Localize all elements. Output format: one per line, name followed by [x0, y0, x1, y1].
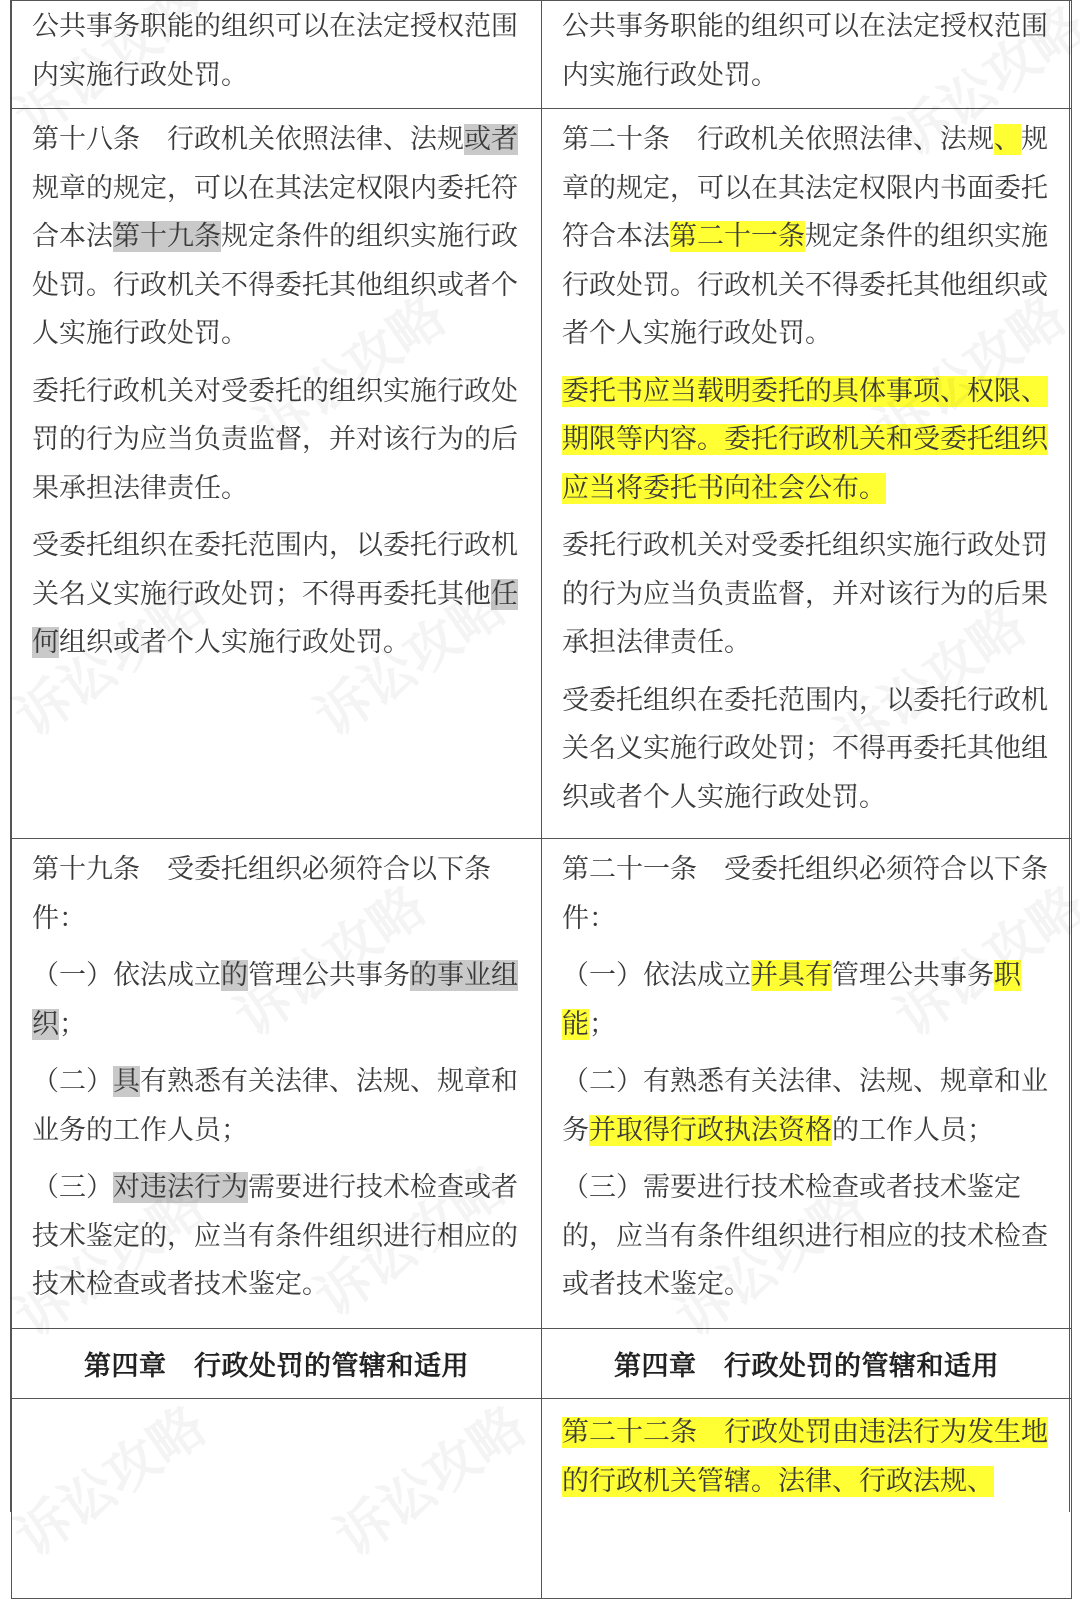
highlight-added: 、: [994, 124, 1021, 155]
text-run: 规章的规定，可以在其法定权限内书面委托符合本法: [562, 124, 1048, 252]
highlight-added: 第二十一条: [670, 221, 805, 252]
chapter-heading-old: [12, 1329, 542, 1399]
text-run: 第二十条 行政机关依照法律、法规: [562, 124, 994, 155]
paragraph: [562, 116, 1051, 359]
highlight-deleted: 的: [221, 960, 248, 991]
cell-new-text: [542, 1, 1072, 109]
text-run: 的工作人员；: [832, 1114, 994, 1146]
paragraph: [32, 1058, 521, 1155]
chapter-title: 第四章 行政处罚的管辖和适用: [84, 1351, 469, 1382]
paragraph: [562, 952, 1051, 1049]
text-run: （三）需要进行技术检查或者技术鉴定的，应当有条件组织进行相应的技术检查或者技术鉴定。: [562, 1172, 1048, 1300]
highlight-deleted: 第十九条: [113, 221, 221, 252]
cell-old-text: [12, 109, 542, 839]
text-run: 公共事务职能的组织可以在法定授权范围内实施行政处罚。: [562, 11, 1048, 91]
table-row: [12, 1, 1072, 109]
text-run: 规章的规定，可以在其法定权限内委托符合本法: [32, 172, 518, 252]
cell-old-text: [12, 1399, 542, 1599]
text-run: （二）有熟悉有关法律、法规、规章和业务: [562, 1066, 1048, 1146]
text-run: 规定条件的组织实施行政处罚。行政机关不得委托其他组织或者个人实施行政处罚。: [32, 221, 518, 349]
paragraph: [32, 952, 521, 1049]
text-run: （二）: [32, 1066, 113, 1097]
highlight-deleted: 的事业组织: [32, 960, 518, 1040]
table-row: [12, 1399, 1072, 1599]
text-run: 有熟悉有关法律、法规、规章和业务的工作人员；: [32, 1066, 518, 1146]
text-run: 公共事务职能的组织可以在法定授权范围内实施行政处罚。: [32, 11, 518, 91]
text-run: 需要进行技术检查或者技术鉴定的，应当有条件组织进行相应的技术检查或者技术鉴定。: [32, 1172, 518, 1300]
chapter-title: 第四章 行政处罚的管辖和适用: [614, 1351, 999, 1382]
paragraph: [32, 3, 521, 100]
paragraph: [562, 677, 1051, 823]
paragraph: [562, 1164, 1051, 1310]
text-run: （一）依法成立: [32, 960, 221, 991]
paragraph: [562, 368, 1051, 514]
paragraph: [32, 1164, 521, 1310]
text-run: 第十八条 行政机关依照法律、法规: [32, 124, 464, 155]
text-run: ；: [59, 1008, 86, 1040]
comparison-table-frame: [10, 0, 1070, 1512]
chapter-heading-new: [542, 1329, 1072, 1399]
text-run: 第二十一条 受委托组织必须符合以下条件：: [562, 854, 1048, 934]
cell-new-text: [542, 109, 1072, 839]
text-run: 委托行政机关对受委托的组织实施行政处罚的行为应当负责监督，并对该行为的后果承担法律责任。: [32, 375, 518, 504]
highlight-added: 职能: [562, 960, 1021, 1040]
highlight-deleted: 对违法行为: [113, 1172, 248, 1203]
paragraph: [32, 522, 521, 668]
paragraph: [562, 1058, 1051, 1155]
table-row: [12, 109, 1072, 839]
highlight-added: 委托书应当载明委托的具体事项、权限、期限等内容。委托行政机关和受委托组织应当将委托书向社会公布。: [562, 375, 1048, 504]
text-run: 组织或者个人实施行政处罚。: [59, 627, 410, 658]
text-run: 委托行政机关对受委托组织实施行政处罚的行为应当负责监督，并对该行为的后果承担法律责任。: [562, 530, 1048, 658]
text-run: 规定条件的组织实施行政处罚。行政机关不得委托其他组织或者个人实施行政处罚。: [562, 221, 1048, 349]
cell-old-text: [12, 1, 542, 109]
text-run: 受委托组织在委托范围内，以委托行政机关名义实施行政处罚；不得再委托其他组织或者个人实施行政处罚。: [562, 684, 1048, 813]
paragraph: [562, 846, 1051, 943]
text-run: 第十九条 受委托组织必须符合以下条件：: [32, 854, 491, 934]
cell-new-text: [542, 1399, 1072, 1599]
text-run: （三）: [32, 1172, 113, 1203]
highlight-added: 第二十二条 行政处罚由违法行为发生地的行政机关管辖。法律、行政法规、: [562, 1417, 1048, 1497]
paragraph: [32, 368, 521, 514]
cell-old-text: [12, 839, 542, 1329]
table-row: [12, 839, 1072, 1329]
law-comparison-table: [11, 0, 1072, 1599]
paragraph: [562, 522, 1051, 668]
highlight-added: 并取得行政执法资格: [589, 1114, 832, 1146]
text-run: （一）依法成立: [562, 960, 751, 991]
highlight-added: 并具有: [751, 960, 832, 991]
cell-new-text: [542, 839, 1072, 1329]
highlight-deleted: 具: [113, 1066, 140, 1097]
paragraph: [32, 846, 521, 943]
paragraph: [562, 3, 1051, 100]
paragraph: [562, 1409, 1051, 1506]
highlight-deleted: 或者: [464, 124, 518, 155]
text-run: 受委托组织在委托范围内，以委托行政机关名义实施行政处罚；不得再委托其他: [32, 530, 518, 610]
paragraph: [32, 116, 521, 359]
text-run: ；: [589, 1008, 616, 1040]
table-row-chapter: [12, 1329, 1072, 1399]
text-run: 管理公共事务: [832, 960, 994, 991]
highlight-deleted: 任何: [32, 578, 518, 658]
text-run: 管理公共事务: [248, 960, 410, 991]
